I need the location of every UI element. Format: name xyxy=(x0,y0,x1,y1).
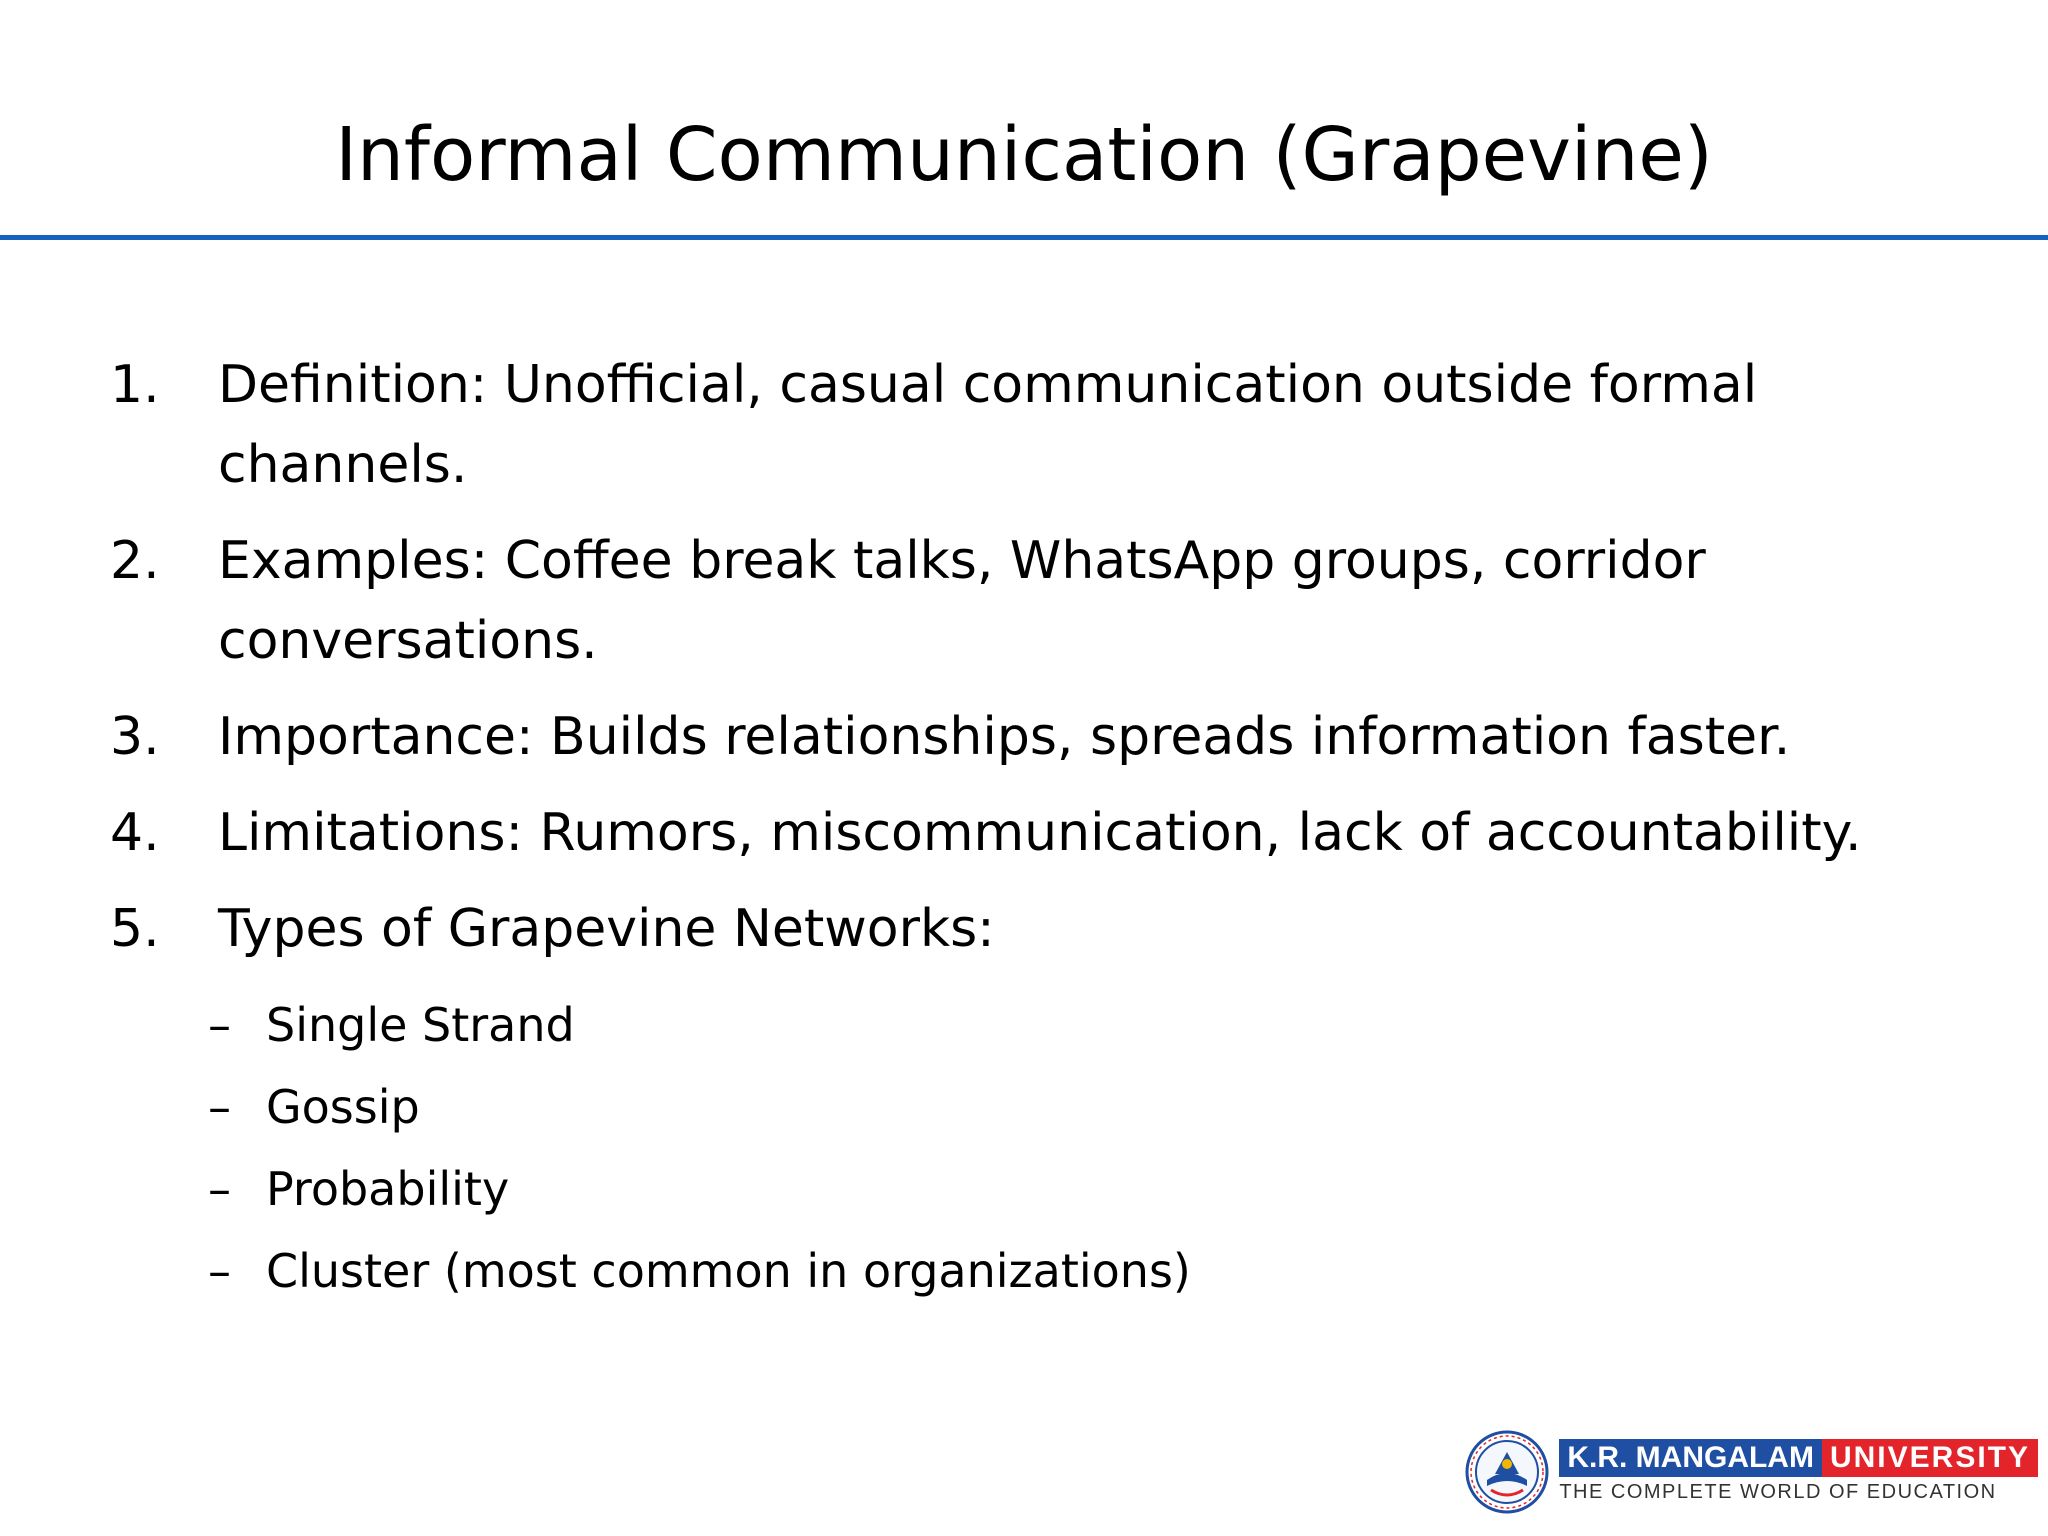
list-item-text: Definition: Unofficial, casual communication outside formal channels. xyxy=(218,355,1758,495)
list-item-text: Types of Grapevine Networks: xyxy=(218,899,995,959)
list-item-number: 3. xyxy=(110,707,160,767)
list-item-text: Examples: Coffee break talks, WhatsApp groups, corridor conversations. xyxy=(218,531,1706,671)
sub-list-item xyxy=(208,1067,1990,1147)
sub-list-item xyxy=(208,1149,1990,1229)
brand-university: UNIVERSITY xyxy=(1822,1439,2038,1477)
university-logo xyxy=(1465,1430,2038,1514)
university-seal-icon xyxy=(1465,1430,1549,1514)
brand-wordmark xyxy=(1559,1439,2038,1505)
list-item xyxy=(110,697,1990,777)
list-item-text: Limitations: Rumors, miscommunication, lack of accountability. xyxy=(218,803,1862,863)
sub-list-dash: – xyxy=(208,1080,231,1134)
sub-list-text: Gossip xyxy=(266,1080,420,1134)
list-item xyxy=(110,345,1990,505)
sub-list-text: Single Strand xyxy=(266,998,575,1052)
list-item-number: 5. xyxy=(110,899,160,959)
sub-list-dash: – xyxy=(208,1162,231,1216)
sub-list-text: Probability xyxy=(266,1162,510,1216)
list-item-number: 1. xyxy=(110,355,160,415)
list-item-text: Importance: Builds relationships, spreads information faster. xyxy=(218,707,1791,767)
list-item-number: 4. xyxy=(110,803,160,863)
brand-name: K.R. MANGALAM xyxy=(1559,1439,1822,1477)
list-item xyxy=(110,793,1990,873)
slide-title: Informal Communication (Grapevine) xyxy=(335,112,1713,198)
slide-content xyxy=(110,345,1990,1313)
sub-list-text: Cluster (most common in organizations) xyxy=(266,1244,1191,1298)
list-item xyxy=(110,889,1990,969)
sub-list-item xyxy=(208,985,1990,1065)
sub-list-item xyxy=(208,1231,1990,1311)
brand-tagline: THE COMPLETE WORLD OF EDUCATION xyxy=(1559,1481,1997,1503)
title-divider xyxy=(0,235,2048,240)
list-item xyxy=(110,521,1990,681)
sub-list-dash: – xyxy=(208,1244,231,1298)
sub-list-dash: – xyxy=(208,998,231,1052)
list-item-number: 2. xyxy=(110,531,160,591)
